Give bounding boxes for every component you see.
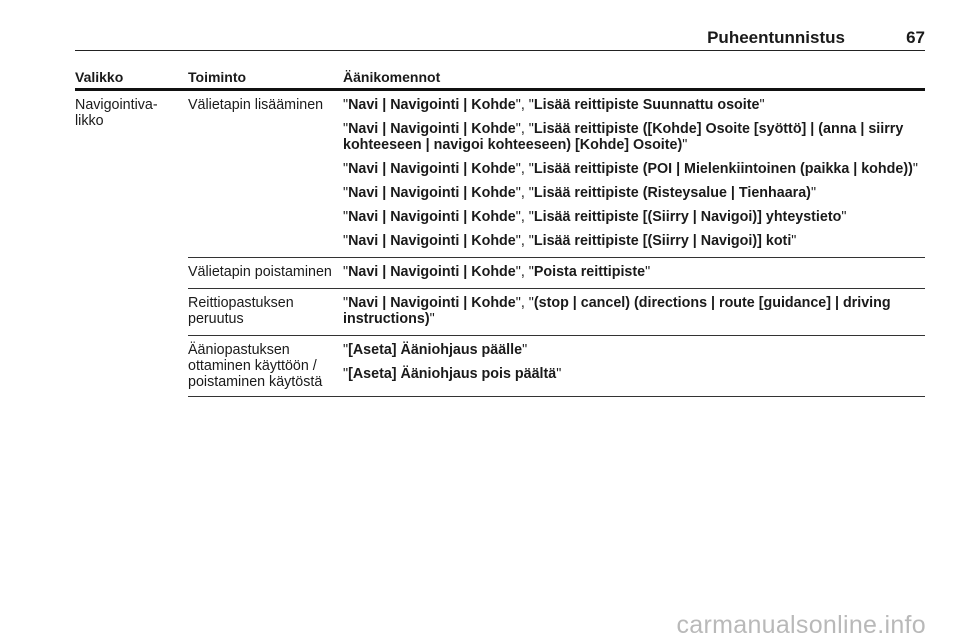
function-cell: Reittiopastuksen peruutus — [188, 289, 343, 336]
commands-cell — [343, 258, 925, 289]
voice-command: "Navi | Navigointi | Kohde", "Lisää reittipiste [(Siirry | Navigoi)] yhteystieto" — [343, 209, 847, 225]
voice-command: "Navi | Navigointi | Kohde", "Lisää reittipiste Suunnattu osoite" — [343, 97, 765, 113]
menu-label-part: likko — [75, 113, 104, 129]
function-cell: Välietapin poistaminen — [188, 258, 343, 289]
column-header-commands: Äänikomennot — [343, 69, 925, 90]
commands-cell — [343, 289, 925, 336]
table-header-row — [75, 69, 925, 90]
voice-command: "[Aseta] Ääniohjaus pois päältä" — [343, 366, 562, 382]
voice-command: "Navi | Navigointi | Kohde", "Lisää reittipiste ([Kohde] Osoite [syöttö] | (anna | siirry kohteeseen | navigoi kohteeseen) [Kohde] Osoite)" — [343, 121, 904, 153]
table-row — [75, 258, 925, 289]
commands-cell — [343, 336, 925, 397]
watermark: carmanualsonline.info — [676, 611, 926, 639]
page-header — [75, 26, 925, 51]
page-number: 67 — [906, 28, 925, 47]
voice-command: "Navi | Navigointi | Kohde", "Lisää reittipiste [(Siirry | Navigoi)] koti" — [343, 233, 797, 249]
table-row — [75, 90, 925, 258]
table-row — [75, 336, 925, 397]
voice-command: "Navi | Navigointi | Kohde", "Poista reittipiste" — [343, 264, 651, 280]
commands-cell — [343, 90, 925, 258]
voice-command: "[Aseta] Ääniohjaus päälle" — [343, 342, 528, 358]
menu-label-part: Navigointiva- — [75, 97, 158, 113]
page-title: Puheentunnistus — [707, 28, 845, 47]
function-cell: Välietapin lisääminen — [188, 90, 343, 258]
menu-cell — [75, 90, 188, 397]
voice-command: "Navi | Navigointi | Kohde", "Lisää reittipiste (POI | Mielenkiintoinen (paikka | kohde))" — [343, 161, 918, 177]
voice-command: "Navi | Navigointi | Kohde", "Lisää reittipiste (Risteysalue | Tienhaara)" — [343, 185, 817, 201]
voice-commands-table — [75, 69, 925, 397]
table-row — [75, 289, 925, 336]
function-cell: Ääniopastuksen ottaminen käyttöön / poistaminen käytöstä — [188, 336, 343, 397]
voice-command: "Navi | Navigointi | Kohde", "(stop | cancel) (directions | route [guidance] | driving instructions)" — [343, 295, 891, 327]
column-header-function: Toiminto — [188, 69, 343, 90]
column-header-menu: Valikko — [75, 69, 188, 90]
table-body — [75, 90, 925, 397]
